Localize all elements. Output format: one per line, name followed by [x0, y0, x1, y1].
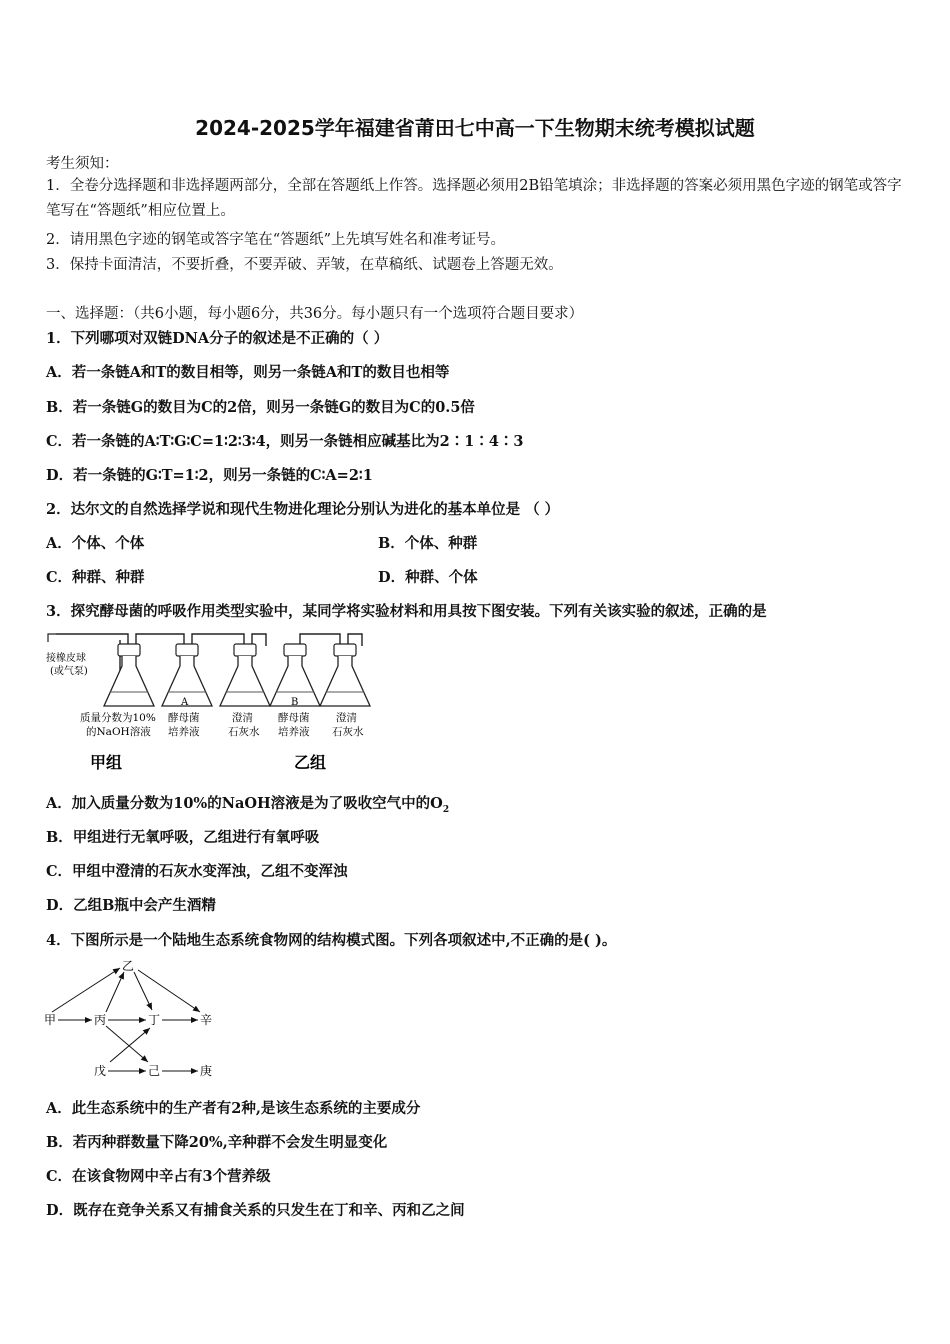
q2-option-a: A．个体、个体: [46, 535, 145, 552]
q3-option-a-text: A．加入质量分数为10%的NaOH溶液是为了吸收空气中的O: [46, 795, 443, 812]
node-ji: 己: [148, 1064, 161, 1078]
node-yi: 乙: [122, 959, 135, 973]
flask-naoh: [104, 644, 154, 706]
q4-option-c: C．在该食物网中辛占有3个营养级: [46, 1168, 271, 1185]
notice-item-3: 3．保持卡面清洁，不要折叠，不要弄破、弄皱，在草稿纸、试题卷上答题无效。: [46, 257, 563, 273]
q2-option-b: B．个体、种群: [378, 535, 478, 552]
q3-option-a-sub: 2: [442, 804, 450, 815]
q1-stem: 1．下列哪项对双链DNA分子的叙述是不正确的（ ）: [46, 330, 389, 347]
label-lime-1a: 澄清: [232, 712, 253, 724]
label-yeast-b-1: 酵母菌: [278, 712, 310, 724]
node-jia: 甲: [44, 1013, 57, 1027]
group-yi-label: 乙组: [294, 753, 327, 772]
label-lime-2b: 石灰水: [332, 726, 364, 738]
node-wu: 戊: [94, 1064, 107, 1078]
pump-label-line1: 接橡皮球: [46, 653, 86, 664]
label-naoh-1: 质量分数为10%: [80, 712, 156, 724]
flask-limewater-2: [320, 644, 370, 706]
flask-limewater-1: [220, 644, 270, 706]
q2-stem: 2．达尔文的自然选择学说和现代生物进化理论分别认为进化的基本单位是 （ ）: [46, 501, 560, 518]
node-bing: 丙: [94, 1013, 107, 1027]
yeast-respiration-apparatus-figure: [44, 626, 384, 776]
flask-b-label: B: [291, 697, 299, 708]
q4-stem: 4．下图所示是一个陆地生态系统食物网的结构模式图。下列各项叙述中,不正确的是( )。: [46, 932, 617, 949]
food-web-figure: [44, 956, 224, 1082]
node-geng: 庚: [200, 1064, 213, 1078]
q2-option-c: C．种群、种群: [46, 569, 145, 586]
q1-option-b: B．若一条链G的数目为C的2倍，则另一条链G的数目为C的0.5倍: [46, 399, 475, 416]
q4-option-d: D．既存在竞争关系又有捕食关系的只发生在丁和辛、丙和乙之间: [46, 1202, 465, 1219]
q1-option-a: A．若一条链A和T的数目相等，则另一条链A和T的数目也相等: [46, 364, 450, 381]
q3-option-a: [46, 792, 449, 815]
q4-option-a: A．此生态系统中的生产者有2种,是该生态系统的主要成分: [46, 1100, 421, 1117]
q3-option-d: D．乙组B瓶中会产生酒精: [46, 897, 216, 914]
label-yeast-a-1: 酵母菌: [168, 712, 200, 724]
notice-item-1: 1．全卷分选择题和非选择题两部分，全部在答题纸上作答。选择题必须用2B铅笔填涂；非选择题的答案必须用黑色字迹的钢笔或答字笔写在“答题纸”相应位置上。: [46, 178, 902, 219]
page-title: 2024-2025学年福建省莆田七中高一下生物期末统考模拟试题: [195, 116, 755, 140]
node-ding: 丁: [148, 1013, 161, 1027]
label-lime-2a: 澄清: [336, 712, 357, 724]
notice-heading: 考生须知：: [46, 156, 119, 172]
q3-option-c: C．甲组中澄清的石灰水变浑浊，乙组不变浑浊: [46, 863, 348, 880]
label-yeast-b-2: 培养液: [278, 726, 310, 738]
q1-option-d: D．若一条链的G∶T=1∶2，则另一条链的C∶A=2∶1: [46, 467, 373, 484]
q3-stem: 3．探究酵母菌的呼吸作用类型实验中，某同学将实验材料和用具按下图安装。下列有关该实验的叙述，正确的是: [46, 603, 767, 620]
section-heading: 一、选择题：（共6小题，每小题6分，共36分。每小题只有一个选项符合题目要求）: [46, 306, 584, 322]
label-lime-1b: 石灰水: [228, 726, 260, 738]
pump-label-line2: (或气泵): [50, 666, 88, 677]
group-jia-label: 甲组: [90, 753, 123, 772]
q1-option-c: C．若一条链的A∶T∶G∶C=1∶2∶3∶4，则另一条链相应碱基比为2∶1∶4∶3: [46, 433, 524, 450]
q3-option-b: B．甲组进行无氧呼吸，乙组进行有氧呼吸: [46, 829, 320, 846]
label-yeast-a-2: 培养液: [168, 726, 200, 738]
node-xin: 辛: [200, 1013, 213, 1027]
q4-option-b: B．若丙种群数量下降20%,辛种群不会发生明显变化: [46, 1134, 388, 1151]
flask-a-label: A: [181, 697, 189, 708]
label-naoh-2: 的NaOH溶液: [86, 726, 151, 738]
notice-item-2: 2．请用黑色字迹的钢笔或答字笔在“答题纸”上先填写姓名和准考证号。: [46, 232, 506, 248]
q2-option-d: D．种群、个体: [378, 569, 478, 586]
